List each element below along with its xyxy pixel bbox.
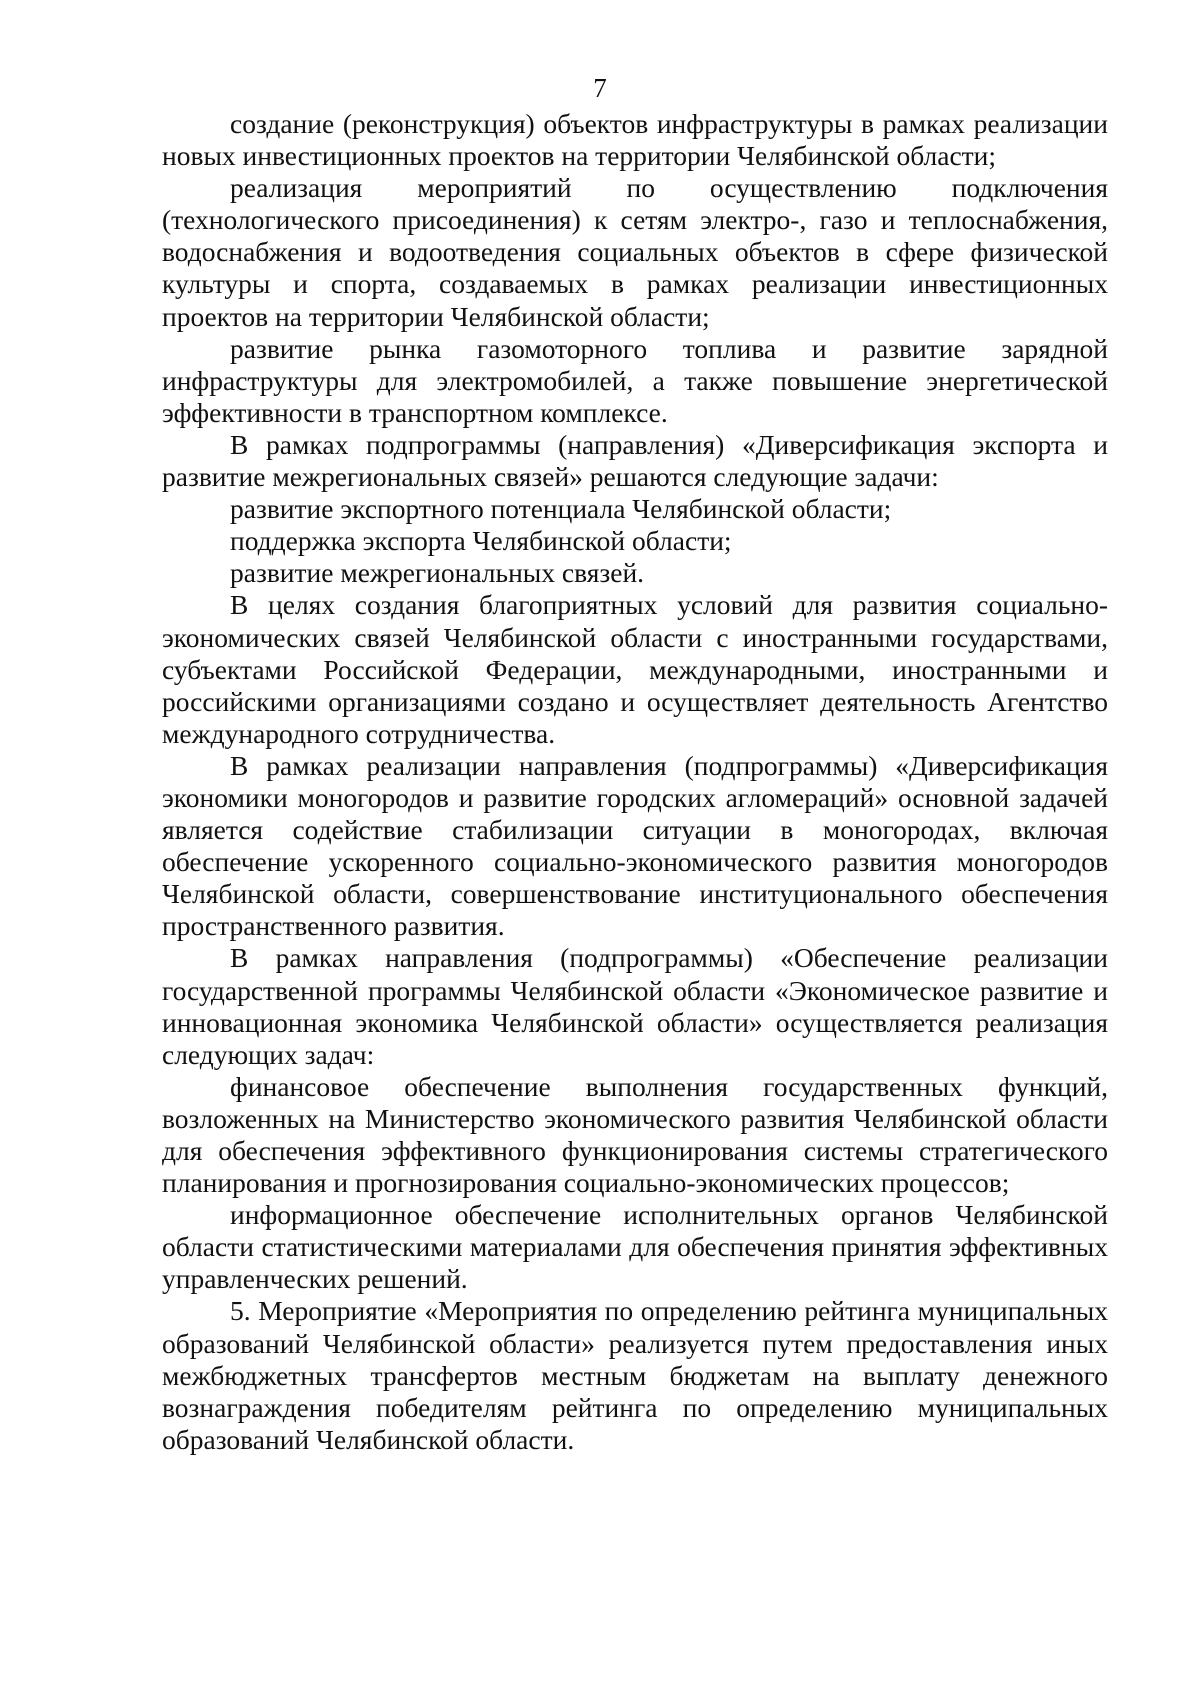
- paragraph-international-agency: В целях создания благоприятных условий для развития социально-экономических связей Челябинской области с иностранными государствами, субъектами Российской Федерации, международными, иностранными и российскими организациями создано и осуществляет деятельность Агентство международного сотрудничества.: [162, 589, 1108, 749]
- paragraph-gas-motor-fuel: развитие рынка газомоторного топлива и развитие зарядной инфраструктуры для электромобилей, а также повышение энергетической эффективности в транспортном комплексе.: [162, 332, 1108, 428]
- paragraph-program-implementation: В рамках направления (подпрограммы) «Обеспечение реализации государственной программы Челябинской области «Экономическое развитие и инновационная экономика Челябинской области» осуществляется реализация следующих задач:: [162, 942, 1108, 1070]
- paragraph-export-support: поддержка экспорта Челябинской области;: [230, 525, 732, 557]
- paragraph-infrastructure-objects: создание (реконструкция) объектов инфраструктуры в рамках реализации новых инвестиционных проектов на территории Челябинской области;: [162, 108, 1108, 172]
- paragraph-financial-support: финансовое обеспечение выполнения государственных функций, возложенных на Министерство экономического развития Челябинской области для обеспечения эффективного функционирования системы стратегического планирования и прогнозирования социально-экономических процессов;: [162, 1070, 1108, 1199]
- paragraph-information-support: информационное обеспечение исполнительных органов Челябинской области статистическими материалами для обеспечения принятия эффективных управленческих решений.: [162, 1199, 1108, 1295]
- paragraph-export-potential: развитие экспортного потенциала Челябинской области;: [230, 493, 892, 525]
- page-number: 7: [593, 73, 607, 103]
- paragraph-export-subprogram: В рамках подпрограммы (направления) «Диверсификация экспорта и развитие межрегиональных связей» решаются следующие задачи:: [162, 428, 1108, 493]
- paragraph-interregional-ties: развитие межрегиональных связей.: [230, 557, 645, 589]
- paragraph-utility-connections: реализация мероприятий по осуществлению подключения (технологического присоединения) к сетям электро-, газо и теплоснабжения, водоснабжения и водоотведения социальных объектов в сфере физической культуры и спорта, создаваемых в рамках реализации инвестиционных проектов на территории Челябинской области;: [162, 172, 1108, 332]
- paragraph-municipal-rating: 5. Мероприятие «Мероприятия по определению рейтинга муниципальных образований Челябинской области» реализуется путем предоставления иных межбюджетных трансфертов местным бюджетам на выплату денежного вознаграждения победителям рейтинга по определению муниципальных образований Челябинской области.: [162, 1295, 1108, 1455]
- paragraph-monotowns: В рамках реализации направления (подпрограммы) «Диверсификация экономики моногородов и развитие городских агломераций» основной задачей является содействие стабилизации ситуации в моногородах, включая обеспечение ускоренного социально-экономического развития моногородов Челябинской области, совершенствование институционального обеспечения пространственного развития.: [162, 749, 1108, 942]
- document-body: [162, 108, 1108, 1456]
